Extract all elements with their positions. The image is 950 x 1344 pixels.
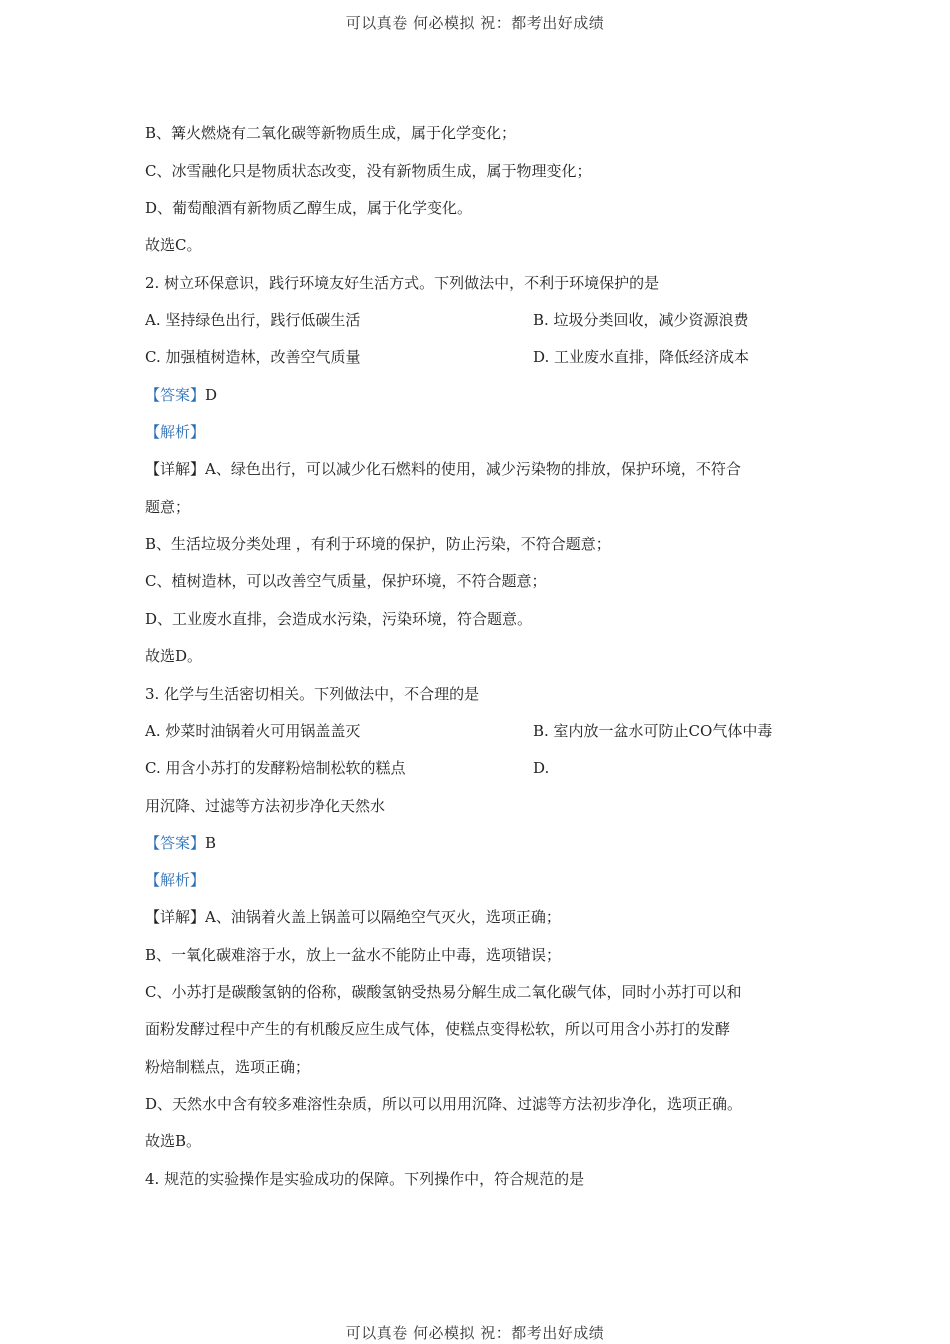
- q3-option-b: B. 室内放一盆水可防止CO气体中毒: [533, 722, 773, 740]
- q2-analysis-tag: 【解析】: [145, 423, 206, 441]
- q3-answer-value: B: [205, 834, 217, 852]
- q2-detail-a-line2: 题意；: [145, 498, 191, 516]
- q2-conclusion: 故选D。: [145, 647, 203, 665]
- q3-option-d-text: 用沉降、过滤等方法初步净化天然水: [145, 797, 386, 815]
- prev-conclusion: 故选C。: [145, 236, 202, 254]
- q2-detail-a-line1: [145, 459, 741, 479]
- q3-answer-tag: 【答案】: [145, 834, 206, 852]
- q3-option-d: D.: [533, 759, 550, 777]
- q2-option-c: C. 加强植树造林，改善空气质量: [145, 348, 361, 366]
- q3-option-a: A. 炒菜时油锅着火可用锅盖盖灭: [145, 722, 361, 740]
- prev-analysis-b: B、篝火燃烧有二氧化碳等新物质生成，属于化学变化；: [145, 124, 517, 142]
- q2-detail-tag: 【详解】: [145, 460, 206, 478]
- q3-detail-c-line1: C、小苏打是碳酸氢钠的俗称，碳酸氢钠受热易分解生成二氧化碳气体，同时小苏打可以和: [145, 983, 742, 1001]
- q3-detail-a: [145, 907, 561, 927]
- q3-detail-b: B、一氧化碳难溶于水，放上一盆水不能防止中毒，选项错误；: [145, 946, 562, 964]
- q2-detail-a-text: A、绿色出行，可以减少化石燃料的使用，减少污染物的排放，保护环境，不符合: [205, 460, 741, 478]
- q2-option-b: B. 垃圾分类回收，减少资源浪费: [533, 311, 749, 329]
- q2-answer: [145, 385, 217, 405]
- q3-detail-tag: 【详解】: [145, 908, 206, 926]
- q3-conclusion: 故选B。: [145, 1132, 202, 1150]
- page-footer: 可以真卷 何必模拟 祝：都考出好成绩: [345, 1324, 605, 1342]
- page-header: 可以真卷 何必模拟 祝：都考出好成绩: [345, 14, 605, 32]
- q3-detail-c-line3: 粉焙制糕点，选项正确；: [145, 1058, 311, 1076]
- q2-detail-d: D、工业废水直排，会造成水污染，污染环境，符合题意。: [145, 610, 533, 628]
- prev-analysis-d: D、葡萄酿酒有新物质乙醇生成，属于化学变化。: [145, 199, 473, 217]
- q3-option-c: C. 用含小苏打的发酵粉焙制松软的糕点: [145, 759, 406, 777]
- prev-analysis-c: C、冰雪融化只是物质状态改变，没有新物质生成，属于物理变化；: [145, 162, 592, 180]
- q2-stem: 2. 树立环保意识，践行环境友好生活方式。下列做法中，不利于环境保护的是: [145, 274, 660, 292]
- q3-detail-d: D、天然水中含有较多难溶性杂质，所以可以用用沉降、过滤等方法初步净化，选项正确。: [145, 1095, 743, 1113]
- q3-analysis: [145, 870, 205, 890]
- q3-detail-c-line2: 面粉发酵过程中产生的有机酸反应生成气体，使糕点变得松软，所以可用含小苏打的发酵: [145, 1020, 731, 1038]
- q3-stem: 3. 化学与生活密切相关。下列做法中，不合理的是: [145, 685, 480, 703]
- q2-detail-c: C、植树造林，可以改善空气质量，保护环境，不符合题意；: [145, 572, 547, 590]
- q2-detail-b: B、生活垃圾分类处理 ，有利于环境的保护，防止污染，不符合题意；: [145, 535, 611, 553]
- q2-analysis: [145, 422, 205, 442]
- q2-answer-value: D: [205, 386, 218, 404]
- q2-answer-tag: 【答案】: [145, 386, 206, 404]
- q4-stem: 4. 规范的实验操作是实验成功的保障。下列操作中，符合规范的是: [145, 1170, 585, 1188]
- q2-option-a: A. 坚持绿色出行，践行低碳生活: [145, 311, 361, 329]
- q2-option-d: D. 工业废水直排，降低经济成本: [533, 348, 750, 366]
- q3-answer: [145, 833, 216, 853]
- q3-analysis-tag: 【解析】: [145, 871, 206, 889]
- q3-detail-a-text: A、油锅着火盖上锅盖可以隔绝空气灭火，选项正确；: [205, 908, 561, 926]
